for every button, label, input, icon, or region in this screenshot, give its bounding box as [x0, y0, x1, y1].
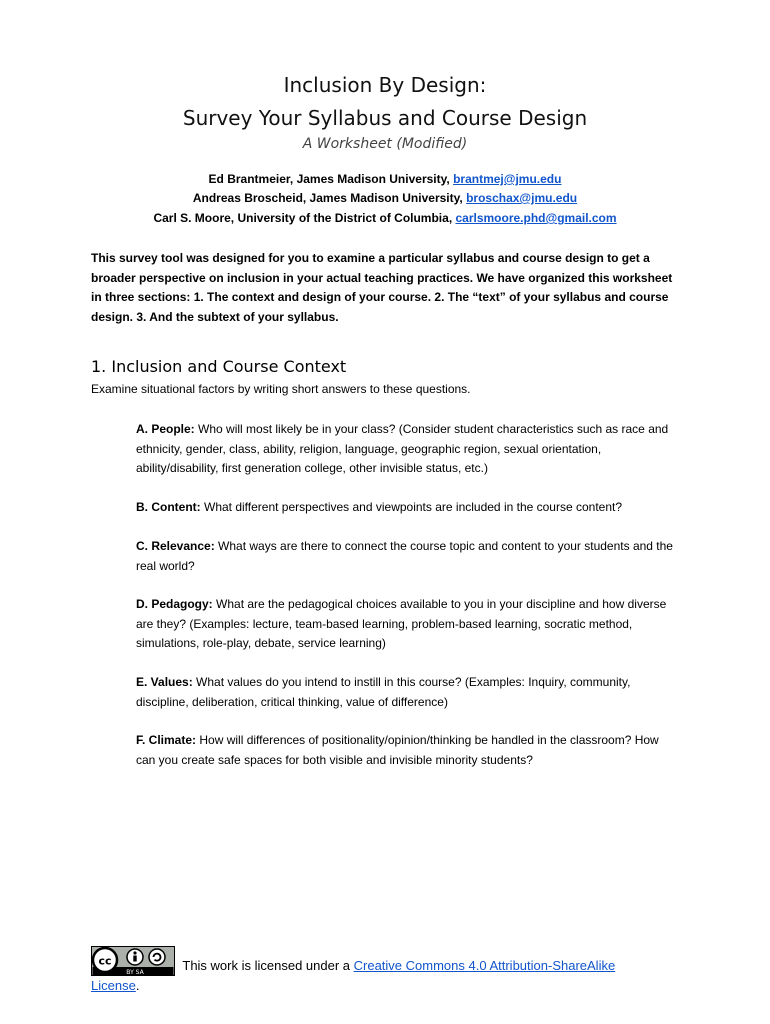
question-label: C. Relevance: [136, 539, 215, 553]
question-text: What are the pedagogical choices available to you in your discipline and how diverse are they? (Examples: lecture, team-based learning, problem-based learning, socratic method, simulations, role-play, debate, service learning) [136, 597, 667, 650]
question-item [136, 595, 681, 654]
author-line [0, 191, 770, 205]
license-period: . [135, 978, 140, 993]
intro-paragraph: This survey tool was designed for you to examine a particular syllabus and course design to get a broader perspective on inclusion in your actual teaching practices. We have organized this worksheet in three sections: 1. The context and design of your course. 2. The “text” of your syllabus and course design. 3. And the subtext of your syllabus. [91, 251, 673, 324]
question-text: Who will most likely be in your class? (Consider student characteristics such as race and ethnicity, gender, class, ability, religion, language, geographic region, sexual orientation, ability/disability, first generation college, other invisible status, etc.) [136, 422, 669, 475]
license-text: This work is licensed under a [179, 958, 354, 973]
question-text: How will differences of positionality/opinion/thinking be handled in the classroom? How can you create safe spaces for both visible and invisible minority students? [136, 733, 659, 767]
author-email-link[interactable]: broschax@jmu.edu [466, 191, 578, 205]
author-email-link[interactable]: brantmej@jmu.edu [453, 172, 562, 186]
question-item [136, 731, 681, 770]
license-link[interactable]: Creative Commons 4.0 Attribution-ShareAlike [353, 958, 616, 973]
question-text: What ways are there to connect the course topic and content to your students and the real world? [136, 539, 673, 573]
section-instruction: Examine situational factors by writing short answers to these questions. [91, 382, 471, 396]
author-email-link[interactable]: carlsmoore.phd@gmail.com [455, 211, 617, 225]
license-link-continued[interactable]: License [91, 978, 136, 993]
question-label: F. Climate: [136, 733, 197, 747]
question-text: What different perspectives and viewpoints are included in the course content? [200, 500, 623, 514]
svg-text:cc: cc [98, 954, 112, 968]
document-title-line2: Survey Your Syllabus and Course Design [182, 106, 588, 130]
question-item [136, 420, 681, 479]
question-label: A. People: [136, 422, 195, 436]
question-label: B. Content: [136, 500, 201, 514]
question-item [136, 498, 681, 518]
author-name: Andreas Broscheid, James Madison University, [192, 191, 467, 205]
author-line [0, 211, 770, 225]
document-subtitle: A Worksheet (Modified) [302, 136, 468, 152]
question-label: E. Values: [136, 675, 193, 689]
question-item [136, 537, 681, 576]
question-text: What values do you intend to instill in this course? (Examples: Inquiry, community, discipline, deliberation, critical thinking, value of difference) [136, 675, 631, 709]
question-item [136, 673, 681, 712]
document-title-line1: Inclusion By Design: [283, 73, 487, 97]
badge-text: BY SA [126, 969, 144, 976]
author-name: Carl S. Moore, University of the District of Columbia, [153, 211, 456, 225]
author-name: Ed Brantmeier, James Madison University, [208, 172, 454, 186]
author-line [0, 172, 770, 186]
license-footer [91, 946, 691, 996]
cc-by-sa-badge-icon [91, 946, 175, 976]
section-heading: 1. Inclusion and Course Context [91, 357, 347, 376]
question-label: D. Pedagogy: [136, 597, 213, 611]
